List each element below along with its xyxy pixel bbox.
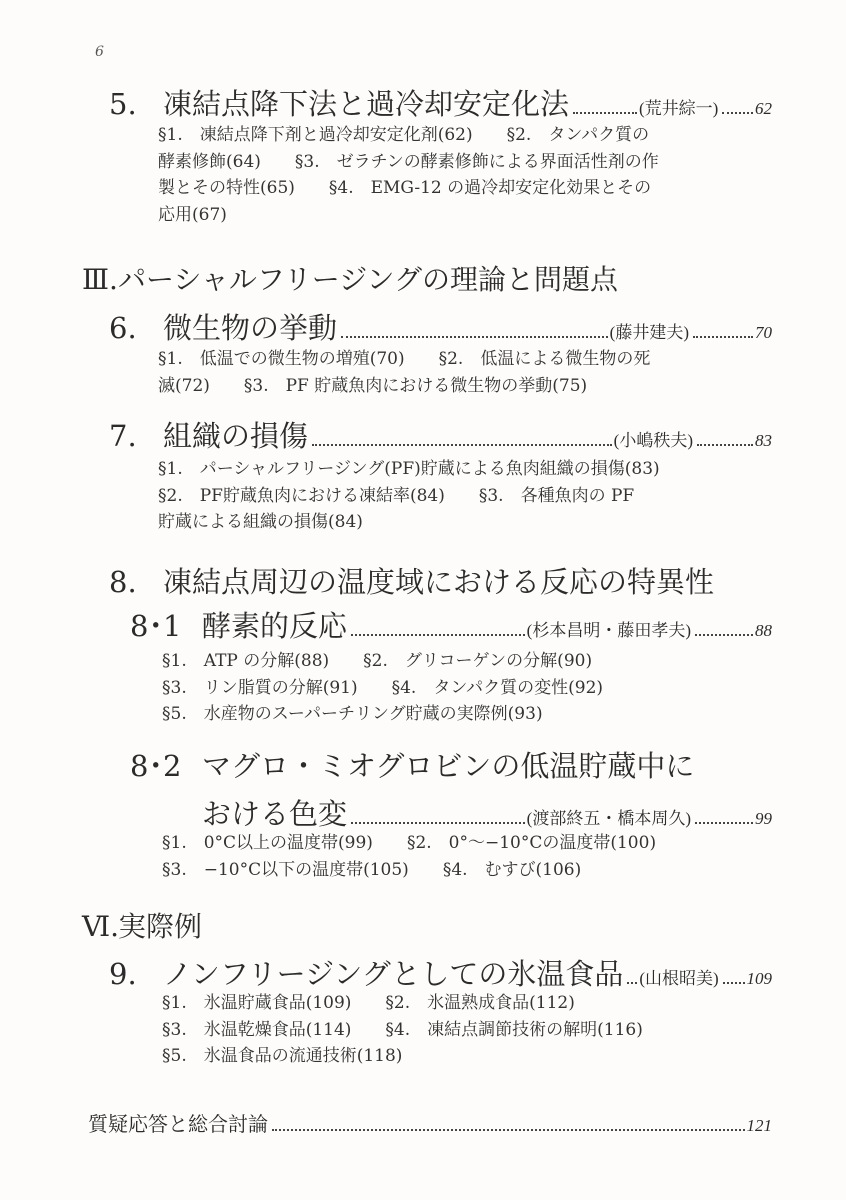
author: (渡部終五・橋本周久) — [526, 809, 691, 828]
section-line: 滅(72) §3. PF 貯蔵魚肉における微生物の挙動(75) — [158, 375, 588, 396]
section-line: §3. 氷温乾燥食品(114) §4. 凍結点調節技術の解明(116) — [162, 1019, 643, 1040]
author: (藤井建夫) — [609, 323, 689, 342]
chapter-number: 9. — [109, 957, 137, 991]
section-line: 応用(67) — [158, 204, 227, 225]
page-ref: 70 — [755, 323, 772, 342]
page-number: 6 — [95, 44, 104, 60]
section-line: 貯蔵による組織の損傷(84) — [158, 512, 363, 532]
toc-entry-ch8-2-line2[interactable] — [202, 792, 772, 833]
dot-leader — [693, 336, 753, 338]
qa-title: 質疑応答と総合討論 — [88, 1112, 268, 1136]
dot-leader — [312, 444, 612, 446]
section-list-ch8-1 — [162, 648, 707, 728]
section-line: §5. 水産物のスーパーチリング貯蔵の実際例(93) — [162, 704, 543, 724]
page-ref: 99 — [755, 809, 772, 828]
dot-leader — [695, 634, 753, 636]
section-line: §1. 凍結点降下剤と過冷却安定化剤(62) §2. タンパク質の — [158, 125, 650, 145]
dot-leader — [351, 634, 525, 636]
dot-leader — [723, 982, 745, 984]
section-list-ch5 — [158, 122, 703, 228]
section-line: §5. 氷温食品の流通技術(118) — [162, 1046, 403, 1066]
chapter-number: 5. — [109, 87, 137, 121]
section-line: §1. ATP の分解(88) §2. グリコーゲンの分解(90) — [162, 651, 593, 671]
section-line: §1. 氷温貯蔵食品(109) §2. 氷温熟成食品(112) — [162, 993, 575, 1013]
author: (山根昭美) — [639, 969, 719, 988]
chapter-number: 8. — [109, 565, 137, 599]
author: (杉本昌明・藤田孝夫) — [526, 621, 691, 640]
dot-leader — [272, 1129, 745, 1131]
section-line: 酵素修飾(64) §3. ゼラチンの酵素修飾による界面活性剤の作 — [158, 151, 659, 172]
dot-leader — [697, 444, 753, 446]
dot-leader — [341, 336, 608, 338]
page-ref: 62 — [755, 99, 772, 118]
toc-part-6[interactable] — [82, 905, 202, 945]
section-line: §2. PF貯蔵魚肉における凍結率(84) §3. 各種魚肉の PF — [158, 485, 635, 506]
subchapter-title: 酵素的反応 — [202, 609, 348, 643]
dot-leader — [351, 822, 525, 824]
chapter-title: ノンフリージングとしての氷温食品 — [163, 957, 624, 991]
toc-entry-ch8-2-line1[interactable] — [130, 744, 772, 785]
chapter-title: 凍結点周辺の温度域における反応の特異性 — [163, 565, 715, 599]
section-list-ch8-2 — [162, 830, 707, 883]
dot-leader — [722, 112, 753, 114]
dot-leader — [695, 822, 753, 824]
page-ref: 83 — [755, 431, 772, 450]
part-title: 実際例 — [118, 910, 203, 943]
dot-leader — [627, 982, 637, 984]
part-number: Ⅲ. — [82, 263, 118, 296]
toc-part-3[interactable] — [82, 258, 618, 298]
chapter-number: 7. — [109, 419, 137, 453]
author: (荒井綜一) — [639, 99, 719, 118]
chapter-number: 6. — [109, 311, 137, 345]
toc-entry-ch7[interactable] — [109, 414, 772, 455]
section-line: §3. リン脂質の分解(91) §4. タンパク質の変性(92) — [162, 677, 604, 698]
toc-entry-qa[interactable] — [88, 1108, 772, 1137]
page-ref: 109 — [746, 969, 772, 988]
chapter-title: 組織の損傷 — [163, 419, 309, 453]
author: (小嶋秩夫) — [613, 431, 693, 450]
subchapter-title-cont: おける色変 — [202, 797, 348, 831]
section-list-ch7 — [158, 456, 703, 536]
page-ref: 88 — [755, 621, 772, 640]
section-line: §1. パーシャルフリージング(PF)貯蔵による魚肉組織の損傷(83) — [158, 459, 660, 479]
section-list-ch6 — [158, 346, 703, 399]
chapter-title: 凍結点降下法と過冷却安定化法 — [163, 87, 570, 121]
chapter-title: 微生物の挙動 — [163, 311, 338, 345]
page-ref: 121 — [746, 1116, 772, 1135]
toc-entry-ch9[interactable] — [109, 952, 772, 993]
part-title: パーシャルフリージングの理論と問題点 — [118, 263, 618, 296]
subchapter-title: マグロ・ミオグロビンの低温貯蔵中に — [202, 749, 695, 783]
section-line: §1. 低温での微生物の増殖(70) §2. 低温による微生物の死 — [158, 349, 651, 369]
toc-entry-ch6[interactable] — [109, 306, 772, 347]
toc-entry-ch8[interactable] — [109, 560, 772, 601]
toc-entry-ch8-1[interactable] — [130, 604, 772, 645]
section-line: §3. −10°C以下の温度帯(105) §4. むすび(106) — [162, 859, 582, 880]
section-line: §1. 0°C以上の温度帯(99) §2. 0°〜−10°Cの温度帯(100) — [162, 833, 657, 853]
subchapter-number: 8･2 — [130, 749, 182, 783]
toc-entry-ch5[interactable] — [109, 82, 772, 123]
section-line: 製とその特性(65) §4. EMG-12 の過冷却安定化効果とその — [158, 178, 652, 198]
dot-leader — [573, 112, 637, 114]
section-list-ch9 — [162, 990, 707, 1070]
subchapter-number: 8･1 — [130, 609, 182, 643]
part-number: Ⅵ. — [82, 910, 120, 943]
